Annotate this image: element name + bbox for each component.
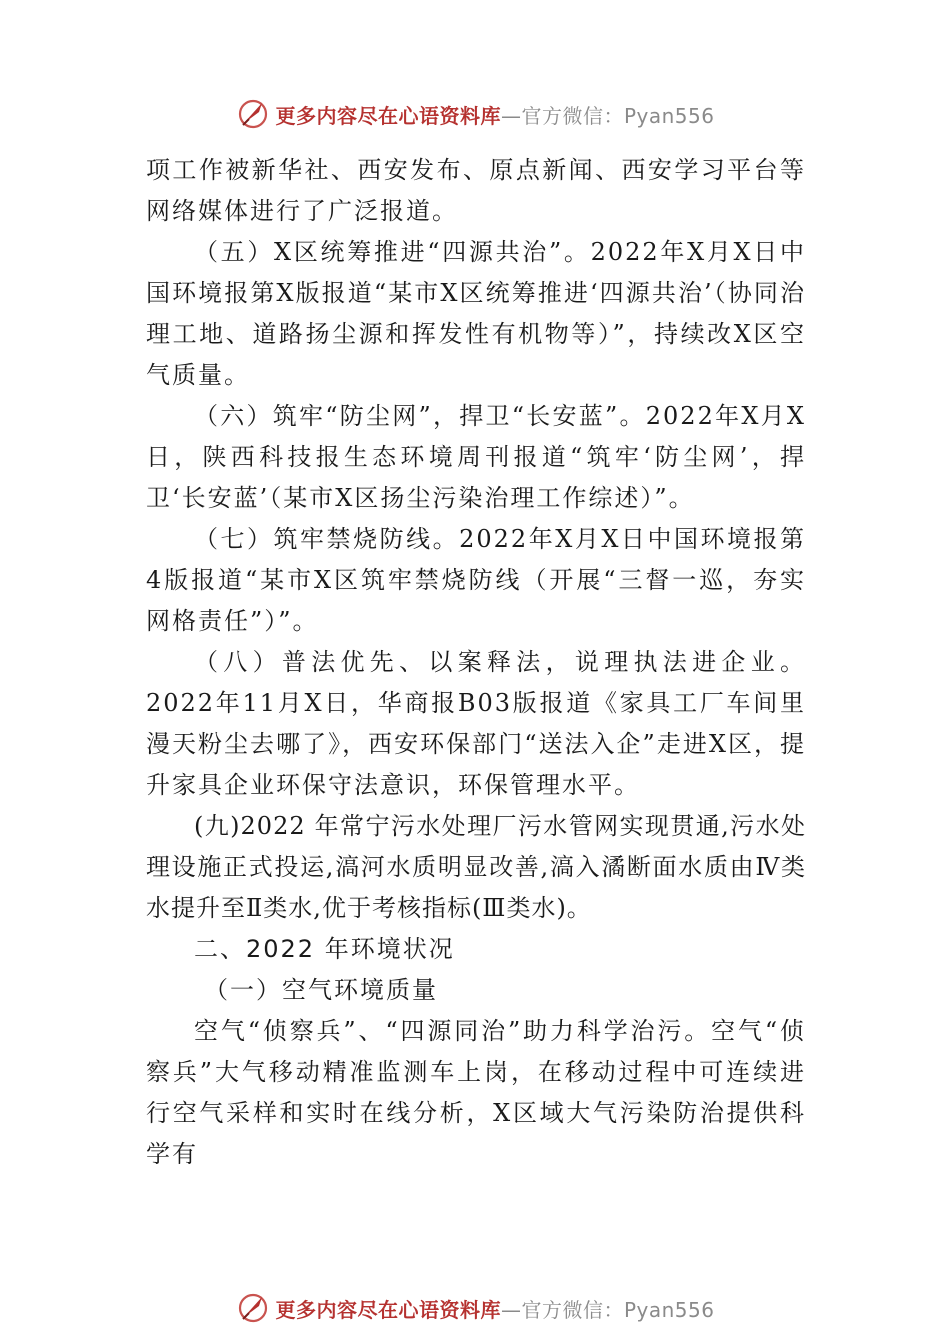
paragraph-item-7: （七）筑牢禁烧防线。2022年X月X日中国环境报第4版报道“某市X区筑牢禁烧防线（开展“三督一巡，夯实网格责任”）”。 [146,525,806,635]
paragraph-item-6: （六）筑牢“防尘网”，捍卫“长安蓝”。2022年X月X日，陕西科技报生态环境周刊报道“筑牢‘防尘网’，捍卫‘长安蓝’（某市X区扬尘污染治理工作综述）”。 [146,402,806,512]
section-heading: 二、2022 年环境状况 [194,935,455,963]
paragraph-air-quality: 空气“侦察兵”、“四源同治”助力科学治污。空气“侦察兵”大气移动精准监测车上岗，在移动过程中可连续进行空气采样和实时在线分析，X区域大气污染防治提供科学有 [146,1017,806,1168]
watermark-wechat: —官方微信：Pyan556 [500,1297,715,1322]
quill-pen-icon [235,96,271,132]
paragraph-continued: 项工作被新华社、西安发布、原点新闻、西安学习平台等网络媒体进行了广泛报道。 [146,156,806,225]
watermark-site-name: 更多内容尽在心语资料库 [275,1297,501,1322]
paragraph-item-9: (九)2022 年常宁污水处理厂污水管网实现贯通,污水处理设施正式投运,滈河水质明显改善,滈入潏断面水质由Ⅳ类水提升至Ⅱ类水,优于考核指标(Ⅲ类水)。 [146,812,806,922]
document-body [146,150,806,1175]
paragraph-item-5: （五）X区统筹推进“四源共治”。2022年X月X日中国环境报第X版报道“某市X区统筹推进‘四源共治’（协同治理工地、道路扬尘源和挥发性有机物等）”，持续改X区空气质量。 [146,238,806,389]
watermark-wechat: —官方微信：Pyan556 [500,103,715,128]
footer-watermark [0,1288,950,1328]
paragraph-item-8: （八）普法优先、以案释法，说理执法进企业。2022年11月X日，华商报B03版报道《家具工厂车间里漫天粉尘去哪了》，西安环保部门“送法入企”走进X区，提升家具企业环保守法意识，环保管理水平。 [146,648,806,799]
subsection-heading: （一）空气环境质量 [204,976,438,1004]
quill-pen-icon [235,1290,271,1326]
watermark-site-name: 更多内容尽在心语资料库 [275,103,501,128]
header-watermark [0,94,950,134]
